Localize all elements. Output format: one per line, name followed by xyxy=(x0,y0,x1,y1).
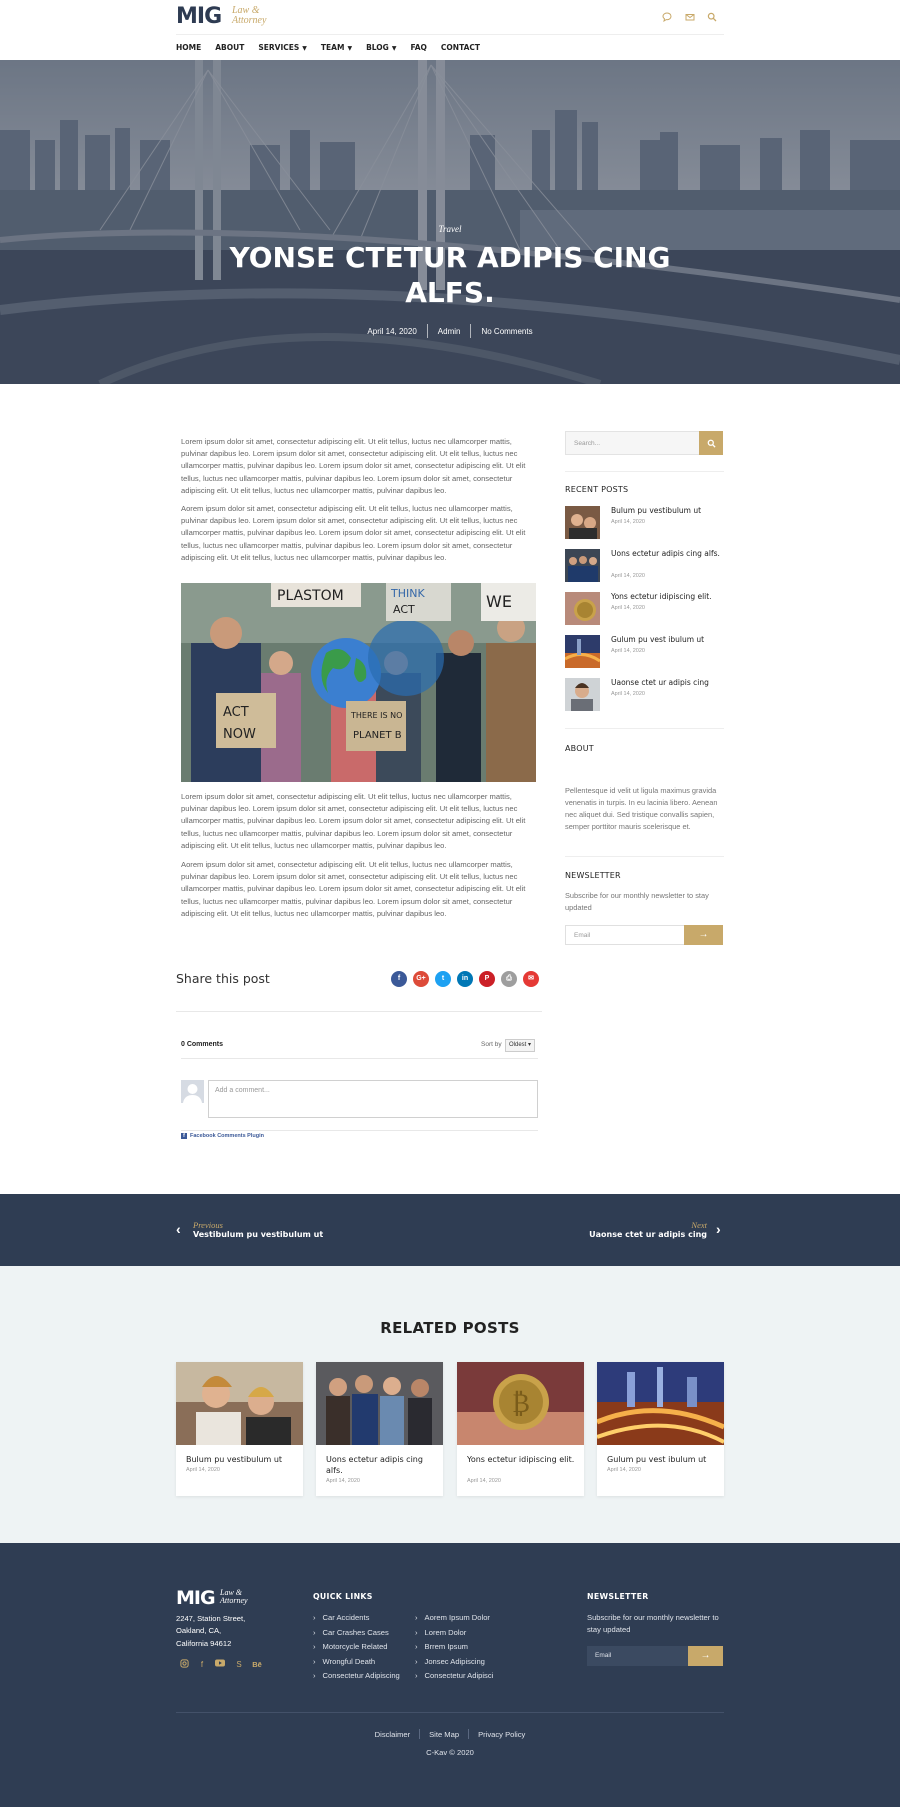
recent-post-thumb[interactable] xyxy=(565,506,600,539)
svg-text:₿: ₿ xyxy=(512,1389,530,1419)
post-category[interactable]: Travel xyxy=(438,224,462,234)
footer-link[interactable]: › Car Accidents xyxy=(313,1611,400,1626)
chevron-down-icon: ▾ xyxy=(528,1042,532,1048)
about-text: Pellentesque id velit ut ligula maximus gravida venenatis in turpis. In eu lacinia libero. Aenean nec aliquet dui. Sed tristique convallis sapien, semper porttitor mauris scelerisque et. xyxy=(565,786,718,831)
next-label: Next xyxy=(691,1220,707,1230)
recent-post-thumb[interactable] xyxy=(565,678,600,711)
article-paragraph: Aorem ipsum dolor sit amet, consectetur adipiscing elit. Ut elit tellus, luctus nec ullamcorper mattis, pulvinar dapibus leo. Lorem ipsum dolor sit amet, consectetur adipiscing elit. Ut elit tellus, luctus nec ullamcorper mattis, pulvinar dapibus leo. Lorem ipsum dolor sit amet, consectetur adipiscing elit. Ut elit tellus, luctus nec ullamcorper mattis, pulvinar dapibus leo. Lorem ipsum dolor sit amet, consectetur adipiscing elit. Ut elit tellus, luctus nec ullamcorper mattis, pulvinar dapibus leo. xyxy=(181,860,526,918)
related-post-card[interactable] xyxy=(597,1362,724,1496)
quick-links-col-2 xyxy=(415,1611,493,1684)
sort-select[interactable]: Oldest ▾ xyxy=(505,1039,535,1052)
svg-text:ACT: ACT xyxy=(223,705,249,720)
recent-post-title[interactable]: Bulum pu vestibulum ut xyxy=(611,506,702,515)
recent-post-date: April 14, 2020 xyxy=(611,648,645,654)
site-map-link[interactable]: Site Map xyxy=(429,1729,460,1739)
recent-post-date: April 14, 2020 xyxy=(611,573,645,579)
svg-text:PLANET B: PLANET B xyxy=(353,730,402,741)
email-icon[interactable]: ✉ xyxy=(523,971,539,987)
chat-icon[interactable] xyxy=(662,12,672,22)
related-post-image[interactable] xyxy=(597,1362,724,1445)
previous-post-link[interactable] xyxy=(193,1220,323,1239)
mail-icon[interactable] xyxy=(685,12,695,22)
related-post-title[interactable]: Uons ectetur adipis cing alfs. xyxy=(326,1455,423,1475)
search-icon[interactable] xyxy=(707,12,717,22)
previous-label: Previous xyxy=(193,1220,223,1230)
site-logo-tagline: Law & Attorney xyxy=(232,5,267,26)
behance-icon[interactable]: Bē xyxy=(252,1660,262,1669)
article-paragraph: Lorem ipsum dolor sit amet, consectetur adipiscing elit. Ut elit tellus, luctus nec ullamcorper mattis, pulvinar dapibus leo. Lorem ipsum dolor sit amet, consectetur adipiscing elit. Ut elit tellus, luctus nec ullamcorper mattis, pulvinar dapibus leo. Lorem ipsum dolor sit amet, consectetur adipiscing elit. Ut elit tellus, luctus nec ullamcorper mattis, pulvinar dapibus leo. Lorem ipsum dolor sit amet, consectetur adipiscing elit. Ut elit tellus, luctus nec ullamcorper mattis, pulvinar dapibus leo. xyxy=(181,437,526,495)
post-date: April 14, 2020 xyxy=(367,326,417,336)
footer-address: 2247, Station Street, Oakland, CA, California 94612 xyxy=(176,1614,246,1648)
comments-divider xyxy=(181,1058,538,1059)
skype-icon[interactable]: S xyxy=(236,1660,242,1669)
nav-blog[interactable]: BLOG ▼ xyxy=(366,43,397,52)
related-post-date: April 14, 2020 xyxy=(186,1467,220,1473)
footer-bottom-links xyxy=(0,1729,900,1739)
quick-links-col-1 xyxy=(313,1611,400,1684)
recent-post-date: April 14, 2020 xyxy=(611,519,645,525)
footer-link[interactable]: › Brrem Ipsum xyxy=(415,1640,493,1655)
footer-link[interactable]: › Car Crashes Cases xyxy=(313,1626,400,1641)
recent-post-thumb[interactable] xyxy=(565,635,600,668)
next-post-title[interactable]: Uaonse ctet ur adipis cing xyxy=(589,1230,707,1239)
related-post-title[interactable]: Yons ectetur idipiscing elit. xyxy=(467,1455,575,1464)
facebook-icon[interactable]: f xyxy=(391,971,407,987)
search-input[interactable]: Search... xyxy=(565,431,700,455)
sidebar-divider xyxy=(565,471,724,472)
footer-divider xyxy=(176,1712,724,1713)
privacy-policy-link[interactable]: Privacy Policy xyxy=(478,1729,526,1739)
nav-home[interactable]: HOME xyxy=(176,43,202,52)
instagram-icon[interactable] xyxy=(178,1659,190,1671)
chevron-right-icon[interactable]: › xyxy=(716,1221,721,1237)
share-divider xyxy=(176,1011,542,1012)
footer-logo-tagline: Law & Attorney xyxy=(220,1588,248,1605)
footer-logo[interactable]: MIG xyxy=(176,1587,215,1609)
related-posts-section xyxy=(0,1266,900,1543)
google-plus-icon[interactable]: G+ xyxy=(413,971,429,987)
linkedin-icon[interactable]: in xyxy=(457,971,473,987)
newsletter-title: NEWSLETTER xyxy=(565,871,621,880)
about-title: ABOUT xyxy=(565,744,594,753)
twitter-icon[interactable]: t xyxy=(435,971,451,987)
svg-text:THINK: THINK xyxy=(391,587,425,600)
comments-count: 0 Comments xyxy=(181,1041,224,1048)
footer-link[interactable]: › Aorem Ipsum Dolor xyxy=(415,1611,493,1626)
post-navigation xyxy=(0,1194,900,1266)
nav-about[interactable]: ABOUT xyxy=(215,43,245,52)
newsletter-submit-button[interactable] xyxy=(684,925,723,945)
previous-post-title[interactable]: Vestibulum pu vestibulum ut xyxy=(193,1230,324,1239)
footer-link[interactable]: › Consectetur Adipiscing xyxy=(313,1669,400,1684)
related-posts-title: RELATED POSTS xyxy=(380,1319,520,1337)
sort-label: Sort by xyxy=(481,1041,502,1048)
nav-team[interactable]: TEAM ▼ xyxy=(320,43,353,52)
related-post-title[interactable]: Bulum pu vestibulum ut xyxy=(186,1455,283,1464)
search-button[interactable] xyxy=(699,431,723,455)
svg-text:THERE IS NO: THERE IS NO xyxy=(351,711,403,720)
chevron-left-icon[interactable]: ‹ xyxy=(176,1221,181,1237)
footer-link[interactable]: › Consectetur Adipisci xyxy=(415,1669,493,1684)
nav-services[interactable]: SERVICES ▼ xyxy=(258,43,307,52)
post-comments-link[interactable]: No Comments xyxy=(481,326,533,336)
chevron-down-icon: ▼ xyxy=(391,45,397,52)
footer-link[interactable]: › Motorcycle Related xyxy=(313,1640,400,1655)
post-meta xyxy=(0,324,900,338)
facebook-icon[interactable]: f xyxy=(200,1660,204,1669)
comments-bottom-divider xyxy=(181,1130,538,1131)
meta-divider xyxy=(427,324,428,338)
recent-post-title[interactable]: Yons ectetur idipiscing elit. xyxy=(611,592,712,601)
comment-input[interactable]: Add a comment... xyxy=(208,1080,538,1118)
recent-post-date: April 14, 2020 xyxy=(611,605,645,611)
footer-newsletter-text: Subscribe for our monthly newsletter to stay updated xyxy=(587,1613,719,1634)
print-icon[interactable]: ⎙ xyxy=(501,971,517,987)
chevron-down-icon: ▼ xyxy=(347,45,353,52)
facebook-comments-plugin-link[interactable]: f Facebook Comments Plugin xyxy=(181,1133,264,1139)
header-divider xyxy=(176,34,724,35)
next-post-link[interactable] xyxy=(560,1220,707,1239)
footer-link[interactable]: › Wrongful Death xyxy=(313,1655,400,1670)
share-title: Share this post xyxy=(176,971,270,986)
disclaimer-link[interactable]: Disclaimer xyxy=(374,1729,411,1739)
recent-post-title[interactable]: Uons ectetur adipis cing alfs. xyxy=(611,549,720,558)
site-logo[interactable]: MIG xyxy=(176,4,222,29)
related-post-image[interactable] xyxy=(316,1362,443,1445)
copyright: C-Kav © 2020 xyxy=(426,1748,474,1757)
footer-link[interactable]: › Jonsec Adipiscing xyxy=(415,1655,493,1670)
nav-faq[interactable]: FAQ xyxy=(410,43,427,52)
quick-links-title: QUICK LINKS xyxy=(313,1592,373,1601)
related-post-image[interactable] xyxy=(457,1362,584,1445)
youtube-icon[interactable] xyxy=(214,1659,226,1671)
newsletter-text: Subscribe for our monthly newsletter to stay updated xyxy=(565,891,709,912)
arrow-right-icon: → xyxy=(700,1650,711,1661)
related-post-card[interactable] xyxy=(457,1362,584,1496)
post-author[interactable]: Admin xyxy=(437,326,461,336)
newsletter-email-input[interactable]: Email xyxy=(565,925,685,945)
facebook-icon: f xyxy=(181,1133,187,1139)
meta-divider xyxy=(470,324,471,338)
article-protest-image xyxy=(181,583,536,782)
article-paragraph: Lorem ipsum dolor sit amet, consectetur adipiscing elit. Ut elit tellus, luctus nec ullamcorper mattis, pulvinar dapibus leo. Lorem ipsum dolor sit amet, consectetur adipiscing elit. Ut elit tellus, luctus nec ullamcorper mattis, pulvinar dapibus leo. Lorem ipsum dolor sit amet, consectetur adipiscing elit. Ut elit tellus, luctus nec ullamcorper mattis, pulvinar dapibus leo. Lorem ipsum dolor sit amet, consectetur adipiscing elit. Ut elit tellus, luctus nec ullamcorper mattis, pulvinar dapibus leo. xyxy=(181,792,526,850)
svg-text:PLASTOM: PLASTOM xyxy=(277,588,344,604)
pinterest-icon[interactable]: P xyxy=(479,971,495,987)
post-title: YONSE CTETUR ADIPIS CING ALFS. xyxy=(229,241,671,309)
footer-link-divider xyxy=(468,1729,469,1739)
svg-text:ACT: ACT xyxy=(393,603,415,616)
related-post-card[interactable] xyxy=(176,1362,303,1496)
related-post-image[interactable] xyxy=(176,1362,303,1445)
footer-link-divider xyxy=(419,1729,420,1739)
sidebar-divider xyxy=(565,728,724,729)
related-post-date: April 14, 2020 xyxy=(607,1467,641,1473)
recent-post-thumb[interactable] xyxy=(565,549,600,582)
related-post-date: April 14, 2020 xyxy=(326,1478,360,1484)
related-post-card[interactable] xyxy=(316,1362,443,1496)
recent-post-title[interactable]: Gulum pu vest ibulum ut xyxy=(611,635,705,644)
main-nav xyxy=(176,43,494,52)
nav-contact[interactable]: CONTACT xyxy=(440,43,481,52)
footer-newsletter-title: NEWSLETTER xyxy=(587,1592,649,1601)
search-icon xyxy=(707,439,716,448)
svg-text:NOW: NOW xyxy=(223,727,256,742)
svg-text:WE: WE xyxy=(486,592,512,611)
footer-email-input[interactable]: Email xyxy=(587,1646,689,1666)
recent-posts-title: RECENT POSTS xyxy=(565,485,629,494)
related-post-title[interactable]: Gulum pu vest ibulum ut xyxy=(607,1455,707,1464)
footer-newsletter-submit-button[interactable] xyxy=(688,1646,723,1666)
recent-post-title[interactable]: Uaonse ctet ur adipis cing xyxy=(611,678,709,687)
arrow-right-icon: → xyxy=(698,929,709,940)
recent-post-date: April 14, 2020 xyxy=(611,691,645,697)
avatar xyxy=(181,1080,204,1103)
footer-link[interactable]: › Lorem Dolor xyxy=(415,1626,493,1641)
sidebar-divider xyxy=(565,856,724,857)
chevron-down-icon: ▼ xyxy=(302,45,307,52)
article-paragraph: Aorem ipsum dolor sit amet, consectetur adipiscing elit. Ut elit tellus, luctus nec ullamcorper mattis, pulvinar dapibus leo. Lorem ipsum dolor sit amet, consectetur adipiscing elit. Ut elit tellus, luctus nec ullamcorper mattis, pulvinar dapibus leo. Lorem ipsum dolor sit amet, consectetur adipiscing elit. Ut elit tellus, luctus nec ullamcorper mattis, pulvinar dapibus leo. Lorem ipsum dolor sit amet, consectetur adipiscing elit. Ut elit tellus, luctus nec ullamcorper mattis, pulvinar dapibus leo. xyxy=(181,504,526,562)
related-post-date: April 14, 2020 xyxy=(467,1478,501,1484)
recent-post-thumb[interactable] xyxy=(565,592,600,625)
